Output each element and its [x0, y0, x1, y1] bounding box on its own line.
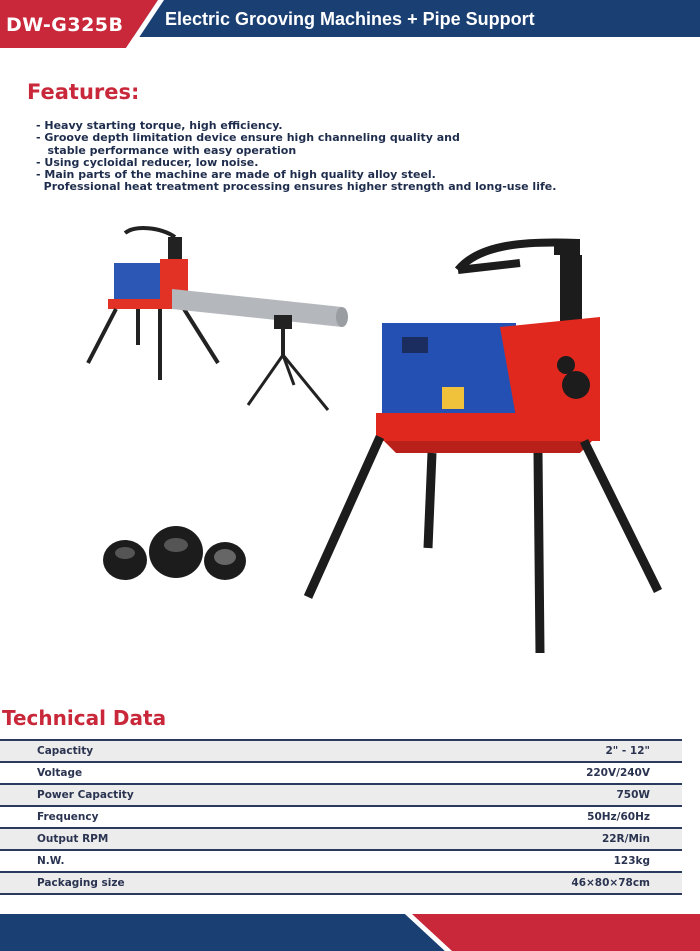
table-row: [0, 851, 682, 873]
large-machine-image: [308, 239, 658, 653]
spec-label: Output RPM: [37, 833, 109, 845]
spec-value: 46×80×78cm: [571, 877, 650, 889]
table-row: [0, 829, 682, 851]
spec-value: 123kg: [613, 855, 650, 867]
feature-item: - Using cycloidal reducer, low noise.: [36, 155, 259, 169]
spec-label: Voltage: [37, 767, 83, 779]
spec-label: Frequency: [37, 811, 99, 823]
feature-item: stable performance with easy operation: [36, 143, 297, 157]
table-row: [0, 873, 682, 895]
spec-label: N.W.: [37, 855, 65, 867]
feature-item: - Groove depth limitation device ensure high channeling quality and: [36, 131, 460, 145]
model-number: DW-G325B: [6, 14, 124, 36]
footer-banner: [0, 906, 700, 951]
spec-value: 22R/Min: [601, 833, 650, 845]
header-banner: [0, 0, 700, 48]
feature-item: - Main parts of the machine are made of high quality alloy steel.: [36, 168, 436, 182]
features-list: [36, 120, 596, 194]
spec-value: 2" - 12": [605, 745, 650, 757]
small-machine-image: [88, 228, 348, 410]
features-heading: Features:: [27, 80, 140, 104]
table-row: [0, 785, 682, 807]
table-row: [0, 807, 682, 829]
table-row: [0, 741, 682, 763]
page-title: Electric Grooving Machines + Pipe Support: [165, 9, 535, 29]
spec-value: 750W: [616, 789, 650, 801]
spec-label: Capactity: [37, 745, 94, 757]
technical-data-heading: Technical Data: [2, 706, 167, 730]
product-illustration: [80, 215, 680, 665]
spec-table: [0, 739, 682, 895]
spec-label: Packaging size: [37, 877, 125, 889]
feature-item: Professional heat treatment processing ensures higher strength and long-use life.: [36, 180, 557, 194]
spec-value: 220V/240V: [586, 767, 650, 779]
spec-label: Power Capactity: [37, 789, 134, 801]
rollers-image: [103, 526, 246, 580]
spec-value: 50Hz/60Hz: [587, 811, 650, 823]
table-row: [0, 763, 682, 785]
feature-item: - Heavy starting torque, high efficiency.: [36, 119, 283, 132]
